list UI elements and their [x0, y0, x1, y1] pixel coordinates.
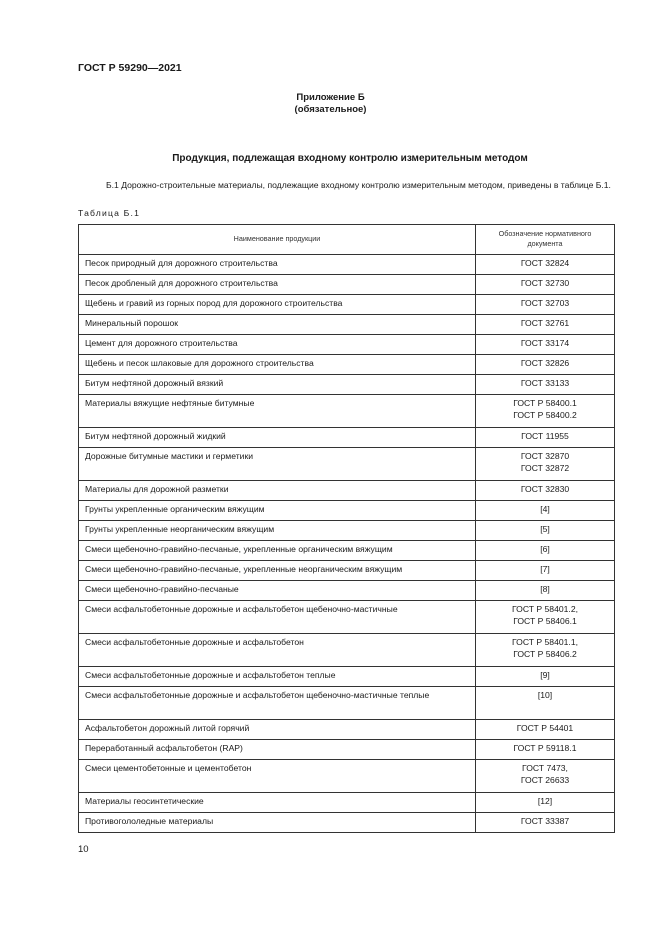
normative-doc-cell: [6]: [476, 541, 615, 561]
product-name-cell: Щебень и песок шлаковые для дорожного строительства: [79, 355, 476, 375]
product-name-cell: Смеси цементобетонные и цементобетон: [79, 760, 476, 793]
product-name-cell: Смеси асфальтобетонные дорожные и асфальтобетон щебеночно-мастичные: [79, 601, 476, 634]
table-row: [79, 448, 615, 481]
product-name-cell: Асфальтобетон дорожный литой горячий: [79, 720, 476, 740]
normative-doc-cell: ГОСТ 32830: [476, 481, 615, 501]
product-name-cell: Цемент для дорожного строительства: [79, 335, 476, 355]
table-row: [79, 275, 615, 295]
table-row: [79, 760, 615, 793]
intro-paragraph: Б.1 Дорожно-строительные материалы, подлежащие входному контролю измерительным методом, приведены в таблице Б.1.: [106, 180, 611, 190]
table-row: [79, 255, 615, 275]
table-caption: Таблица Б.1: [78, 208, 141, 218]
table-row: [79, 481, 615, 501]
product-name-cell: Песок дробленый для дорожного строительства: [79, 275, 476, 295]
normative-doc-cell: ГОСТ 32730: [476, 275, 615, 295]
product-name-cell: Противогололедные материалы: [79, 813, 476, 833]
normative-doc-cell: [5]: [476, 521, 615, 541]
table-row: [79, 501, 615, 521]
table-row: [79, 355, 615, 375]
product-name-cell: Битум нефтяной дорожный вязкий: [79, 375, 476, 395]
product-name-cell: Грунты укрепленные неорганическим вяжущим: [79, 521, 476, 541]
normative-doc-cell: ГОСТ 33174: [476, 335, 615, 355]
normative-doc-cell: [9]: [476, 667, 615, 687]
product-name-cell: Битум нефтяной дорожный жидкий: [79, 428, 476, 448]
col-header-product-name: Наименование продукции: [79, 225, 476, 255]
table-row: [79, 581, 615, 601]
normative-doc-cell: ГОСТ 32870 ГОСТ 32872: [476, 448, 615, 481]
product-name-cell: Материалы для дорожной разметки: [79, 481, 476, 501]
page-number: 10: [78, 844, 89, 855]
normative-doc-cell: ГОСТ 32761: [476, 315, 615, 335]
product-name-cell: Смеси асфальтобетонные дорожные и асфальтобетон теплые: [79, 667, 476, 687]
normative-doc-cell: ГОСТ Р 59118.1: [476, 740, 615, 760]
table-row: [79, 667, 615, 687]
normative-doc-cell: ГОСТ 32826: [476, 355, 615, 375]
product-name-cell: Смеси асфальтобетонные дорожные и асфальтобетон: [79, 634, 476, 667]
product-name-cell: Смеси щебеночно-гравийно-песчаные, укрепленные органическим вяжущим: [79, 541, 476, 561]
table-row: [79, 395, 615, 428]
table-row: [79, 295, 615, 315]
table-row: [79, 428, 615, 448]
normative-doc-cell: ГОСТ 11955: [476, 428, 615, 448]
product-name-cell: Смеси асфальтобетонные дорожные и асфальтобетон щебеночно-мастичные теплые: [79, 687, 476, 720]
table-row: [79, 315, 615, 335]
normative-doc-cell: ГОСТ Р 58401.1, ГОСТ Р 58406.2: [476, 634, 615, 667]
col-header-normative-doc: Обозначение нормативного документа: [476, 225, 615, 255]
normative-doc-cell: ГОСТ 32703: [476, 295, 615, 315]
table-row: [79, 335, 615, 355]
table-row: [79, 561, 615, 581]
table-row: [79, 541, 615, 561]
normative-doc-cell: [12]: [476, 793, 615, 813]
product-name-cell: Материалы вяжущие нефтяные битумные: [79, 395, 476, 428]
table-row: [79, 521, 615, 541]
normative-doc-cell: ГОСТ 33133: [476, 375, 615, 395]
normative-doc-cell: ГОСТ Р 54401: [476, 720, 615, 740]
product-name-cell: Грунты укрепленные органическим вяжущим: [79, 501, 476, 521]
table-row: [79, 740, 615, 760]
normative-doc-cell: ГОСТ Р 58401.2, ГОСТ Р 58406.1: [476, 601, 615, 634]
normative-doc-cell: ГОСТ 33387: [476, 813, 615, 833]
normative-doc-cell: [8]: [476, 581, 615, 601]
product-name-cell: Минеральный порошок: [79, 315, 476, 335]
table-row: [79, 720, 615, 740]
section-heading: Продукция, подлежащая входному контролю измерительным методом: [172, 153, 528, 164]
product-name-cell: Смеси щебеночно-гравийно-песчаные: [79, 581, 476, 601]
product-name-cell: Смеси щебеночно-гравийно-песчаные, укрепленные неорганическим вяжущим: [79, 561, 476, 581]
product-name-cell: Дорожные битумные мастики и герметики: [79, 448, 476, 481]
product-name-cell: Щебень и гравий из горных пород для дорожного строительства: [79, 295, 476, 315]
table-row: [79, 634, 615, 667]
product-name-cell: Песок природный для дорожного строительства: [79, 255, 476, 275]
table-row: [79, 793, 615, 813]
table-row: [79, 687, 615, 720]
appendix-title: Приложение Б: [296, 92, 365, 103]
product-name-cell: Материалы геосинтетические: [79, 793, 476, 813]
normative-doc-cell: ГОСТ 7473, ГОСТ 26633: [476, 760, 615, 793]
table-row: [79, 601, 615, 634]
appendix-status: (обязательное): [294, 104, 367, 115]
table-row: [79, 375, 615, 395]
normative-doc-cell: [10]: [476, 687, 615, 720]
normative-doc-cell: [4]: [476, 501, 615, 521]
normative-doc-cell: ГОСТ 32824: [476, 255, 615, 275]
table-row: [79, 813, 615, 833]
product-name-cell: Переработанный асфальтобетон (RAP): [79, 740, 476, 760]
standard-code: ГОСТ Р 59290—2021: [78, 62, 182, 74]
products-table: [78, 224, 615, 833]
normative-doc-cell: ГОСТ Р 58400.1 ГОСТ Р 58400.2: [476, 395, 615, 428]
normative-doc-cell: [7]: [476, 561, 615, 581]
